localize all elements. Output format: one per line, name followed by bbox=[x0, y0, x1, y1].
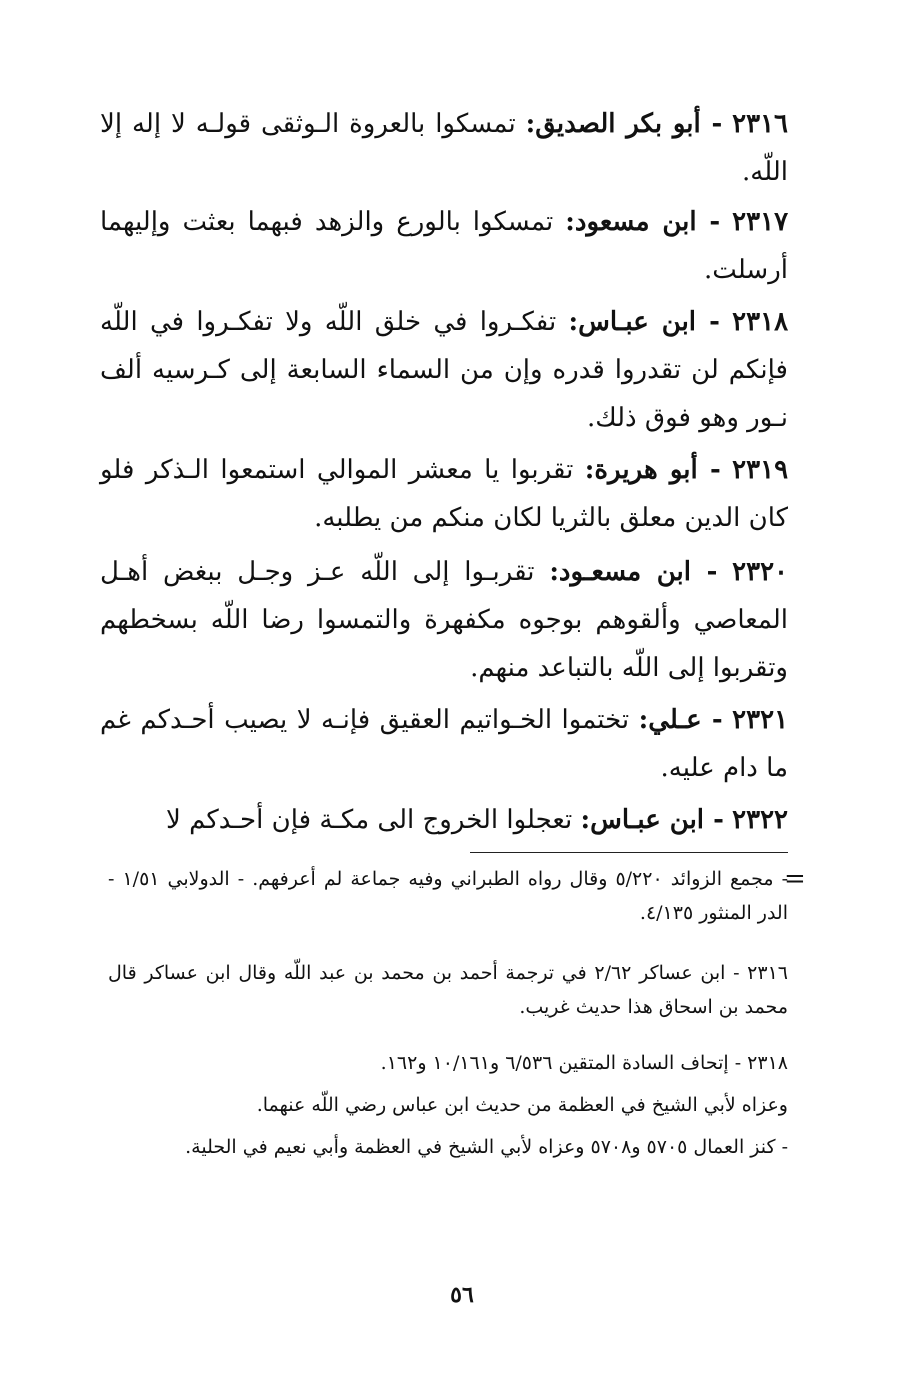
hadith-number: ٢٣١٧ bbox=[732, 207, 789, 237]
footnote-continued: - مجمع الزوائد ٥/٢٢٠ وقال رواه الطبراني وفيه جماعة لم أعرفهم. - الدولابي ١/٥١ - الدر المنثور ٤/١٣٥. bbox=[108, 868, 789, 924]
hadith-text: تقربـوا إلى اللّه عـز وجـل ببغض أهـل المعاصي وألقوهم بوجوه مكفهرة والتمسوا رضا اللّه بسخطهم وتقربوا إلى اللّه بالتباعد منهم. bbox=[100, 557, 788, 683]
hadith-number: ٢٣١٨ bbox=[732, 307, 789, 337]
narrator-name: ابن مسعود: bbox=[565, 207, 697, 237]
hadith-text: تمسكوا بالورع والزهد فبهما بعثت وإليهما أرسلت. bbox=[100, 207, 788, 285]
narrator-name: ابن عبـاس: bbox=[568, 307, 697, 337]
hadith-text: تعجلوا الخروج الى مكـة فإن أحـدكم لا bbox=[166, 805, 573, 835]
narrator-name: عـلي: bbox=[638, 705, 702, 735]
continuation-mark: = bbox=[784, 864, 806, 894]
hadith-number: ٢٣١٩ bbox=[732, 455, 789, 485]
hadith-entry-2317: ٢٣١٧ - ابن مسعود: تمسكوا بالورع والزهد فبهما بعثت وإليهما أرسلت. bbox=[100, 207, 789, 285]
narrator-name: أبو هريرة: bbox=[584, 455, 698, 485]
hadith-entry-2319: ٢٣١٩ - أبو هريرة: تقربوا يا معشر الموالي استمعوا الـذكر فلو كان الدين معلق بالثريا لكان منكم من يطلبه. bbox=[100, 455, 789, 533]
hadith-entry-2318: ٢٣١٨ - ابن عبـاس: تفكـروا في خلق اللّه ولا تفكـروا في اللّه فإنكم لن تقدروا قدره وإن من السماء السابعة إلى كـرسيه ألف نـور وهو فوق ذلك. bbox=[100, 307, 789, 433]
footnote-2316: ٢٣١٦ - ابن عساكر ٢/٦٢ في ترجمة أحمد بن محمد بن عبد اللّه وقال ابن عساكر قال محمد بن اسحاق هذا حديث غريب. bbox=[108, 962, 788, 1018]
hadith-number: ٢٣٢٢ bbox=[732, 805, 788, 835]
narrator-name: ابن مسعـود: bbox=[549, 557, 692, 587]
hadith-text: تمسكوا بالعروة الـوثقى قولـه لا إله إلا اللّه. bbox=[100, 109, 788, 187]
hadith-text: تفكـروا في خلق اللّه ولا تفكـروا في اللّه فإنكم لن تقدروا قدره وإن من السماء السابعة إلى كـرسيه ألف نـور وهو فوق ذلك. bbox=[100, 307, 788, 433]
footnote-2318: ٢٣١٨ - إتحاف السادة المتقين ٦/٥٣٦ و١٠/١٦١ و١٦٢. bbox=[380, 1052, 788, 1074]
narrator-name: ابن عبـاس: bbox=[580, 805, 705, 835]
footnote-2318-attribution: وعزاه لأبي الشيخ في العظمة من حديث ابن عباس رضي اللّه عنهما. bbox=[256, 1094, 788, 1116]
narrator-name: أبو بكر الصديق: bbox=[525, 109, 701, 139]
hadith-entry-2322: ٢٣٢٢ - ابن عبـاس: تعجلوا الخروج الى مكـة فإن أحـدكم لا bbox=[166, 805, 788, 835]
footnote-2318-kanz: - كنز العمال ٥٧٠٥ و٥٧٠٨ وعزاه لأبي الشيخ في العظمة وأبي نعيم في الحلية. bbox=[185, 1136, 788, 1158]
page-number: ٥٦ bbox=[450, 1282, 474, 1308]
footnote-separator bbox=[470, 852, 788, 853]
hadith-number: ٢٣٢١ bbox=[732, 705, 789, 735]
hadith-number: ٢٣٢٠ bbox=[732, 557, 789, 587]
hadith-text: تقربوا يا معشر الموالي استمعوا الـذكر فلو كان الدين معلق بالثريا لكان منكم من يطلبه. bbox=[100, 455, 788, 533]
hadith-entry-2320: ٢٣٢٠ - ابن مسعـود: تقربـوا إلى اللّه عـز وجـل ببغض أهـل المعاصي وألقوهم بوجوه مكفهرة والتمسوا رضا اللّه بسخطهم وتقربوا إلى اللّه بالتباعد منهم. bbox=[100, 557, 789, 683]
hadith-entry-2316: ٢٣١٦ - أبو بكر الصديق: تمسكوا بالعروة الـوثقى قولـه لا إله إلا اللّه. bbox=[100, 109, 789, 187]
hadith-number: ٢٣١٦ bbox=[732, 109, 789, 139]
hadith-entry-2321: ٢٣٢١ - عـلي: تختموا الخـواتيم العقيق فإنـه لا يصيب أحـدكم غم ما دام عليه. bbox=[100, 705, 789, 783]
hadith-text: تختموا الخـواتيم العقيق فإنـه لا يصيب أحـدكم غم ما دام عليه. bbox=[100, 705, 788, 783]
